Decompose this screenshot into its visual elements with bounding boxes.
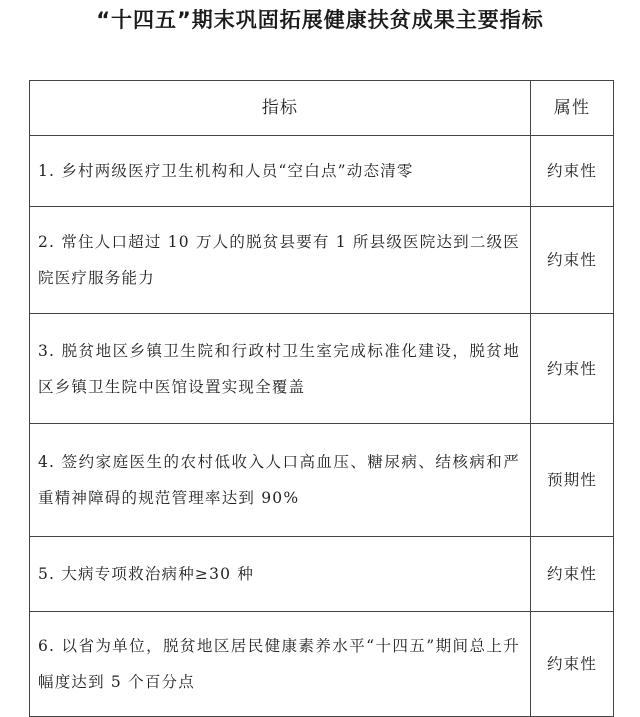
table-header-row [30, 81, 614, 136]
attribute-cell: 约束性 [531, 314, 614, 424]
table-row [30, 537, 614, 612]
document-title: “十四五”期末巩固拓展健康扶贫成果主要指标 [96, 8, 544, 32]
attribute-cell: 预期性 [531, 424, 614, 537]
attribute-cell: 约束性 [531, 136, 614, 207]
table-row [30, 136, 614, 207]
indicator-cell: 5. 大病专项救治病种≥30 种 [30, 537, 531, 612]
table-row [30, 314, 614, 424]
attribute-cell: 约束性 [531, 537, 614, 612]
indicator-cell: 1. 乡村两级医疗卫生机构和人员“空白点”动态清零 [30, 136, 531, 207]
indicator-cell: 4. 签约家庭医生的农村低收入人口高血压、糖尿病、结核病和严重精神障碍的规范管理率达到 90% [30, 424, 531, 537]
table-row [30, 207, 614, 314]
header-indicator: 指标 [30, 81, 531, 136]
attribute-cell: 约束性 [531, 612, 614, 717]
indicators-table [29, 80, 614, 717]
table-row [30, 612, 614, 717]
indicator-cell: 3. 脱贫地区乡镇卫生院和行政村卫生室完成标准化建设，脱贫地区乡镇卫生院中医馆设置实现全覆盖 [30, 314, 531, 424]
indicator-cell: 2. 常住人口超过 10 万人的脱贫县要有 1 所县级医院达到二级医院医疗服务能力 [30, 207, 531, 314]
indicator-cell: 6. 以省为单位，脱贫地区居民健康素养水平“十四五”期间总上升幅度达到 5 个百分点 [30, 612, 531, 717]
table-row [30, 424, 614, 537]
header-attribute: 属性 [531, 81, 614, 136]
attribute-cell: 约束性 [531, 207, 614, 314]
